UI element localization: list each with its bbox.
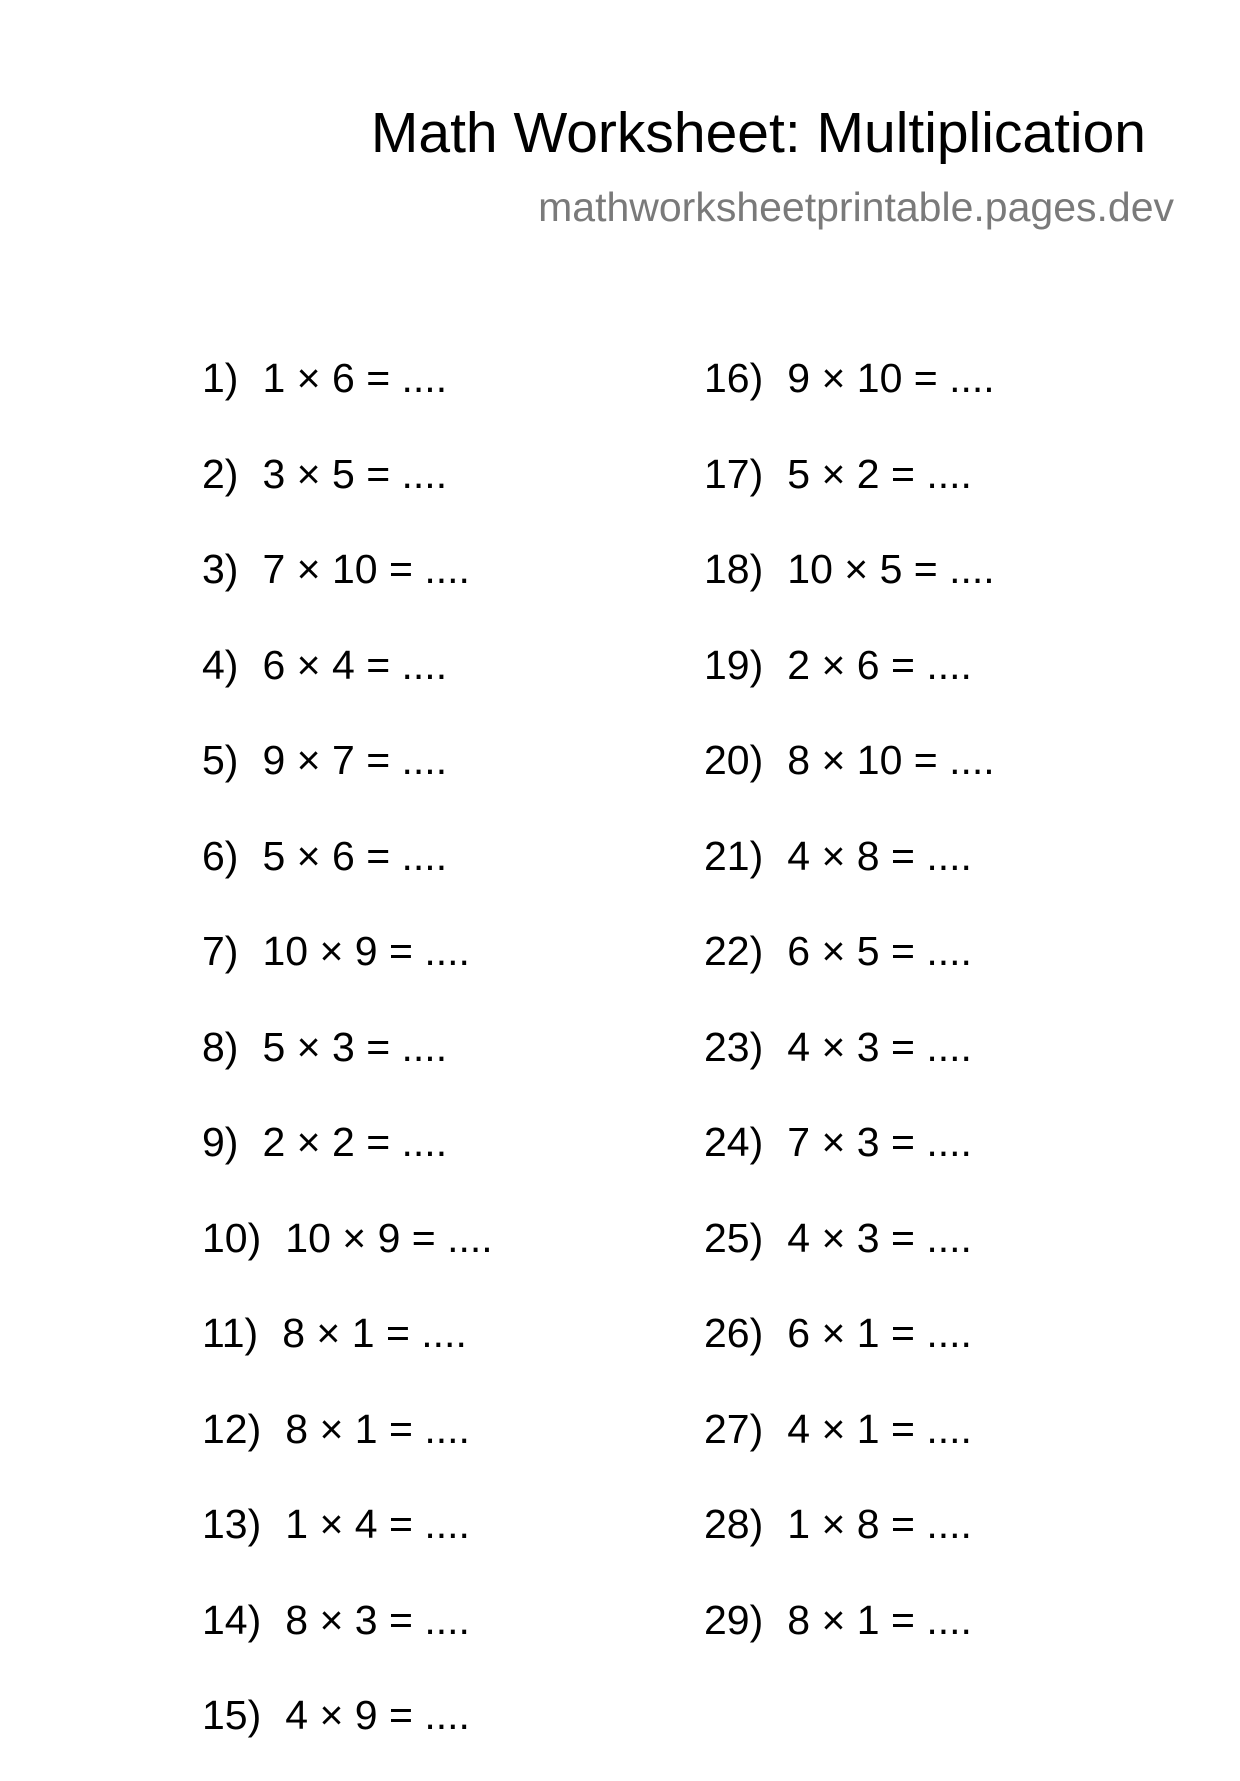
problem-expression: 10 × 9 = .... [285, 1214, 493, 1261]
problem-expression: 1 × 4 = .... [285, 1501, 470, 1547]
problem-item [202, 444, 493, 540]
problem-expression: 3 × 5 = .... [262, 450, 448, 497]
problem-number: 2) [202, 450, 239, 497]
problem-expression: 8 × 10 = .... [787, 737, 995, 783]
problem-number: 7) [202, 928, 239, 974]
problem-item [704, 1303, 995, 1399]
problem-expression: 4 × 1 = .... [787, 1405, 972, 1452]
problem-number: 22) [704, 928, 764, 974]
problem-item [202, 1112, 493, 1208]
problem-item [202, 1399, 493, 1495]
problem-number: 4) [202, 641, 239, 688]
problem-column-right [704, 348, 995, 1685]
problem-expression: 2 × 6 = .... [787, 641, 972, 688]
problem-number: 27) [704, 1405, 764, 1452]
problem-item [202, 826, 493, 922]
problem-item [704, 730, 995, 826]
problem-expression: 6 × 4 = .... [262, 641, 448, 688]
page-subtitle: mathworksheetprintable.pages.dev [538, 184, 1174, 230]
problem-expression: 5 × 3 = .... [262, 1023, 448, 1070]
problem-number: 23) [704, 1023, 764, 1070]
problem-number: 11) [202, 1310, 259, 1356]
problem-item [704, 826, 995, 922]
problem-item [202, 635, 493, 731]
problem-expression: 6 × 1 = .... [787, 1310, 972, 1356]
problem-number: 5) [202, 737, 239, 783]
problem-item [704, 1112, 995, 1208]
problem-item [202, 730, 493, 826]
problem-number: 20) [704, 737, 764, 783]
problem-number: 29) [704, 1596, 764, 1643]
problem-item [202, 1494, 493, 1590]
problem-item [202, 348, 493, 444]
problem-item [704, 1017, 995, 1113]
problem-expression: 9 × 7 = .... [262, 737, 448, 783]
problem-expression: 4 × 3 = .... [787, 1214, 972, 1261]
problem-number: 10) [202, 1214, 262, 1261]
problem-number: 6) [202, 832, 239, 879]
problem-expression: 1 × 6 = .... [262, 355, 448, 401]
problem-item [704, 1590, 995, 1686]
problem-expression: 10 × 9 = .... [262, 928, 470, 974]
problem-expression: 10 × 5 = .... [787, 546, 995, 592]
problem-column-left [202, 348, 493, 1781]
problem-number: 21) [704, 832, 764, 879]
problem-item [704, 444, 995, 540]
problem-number: 12) [202, 1405, 262, 1452]
problem-item [202, 1590, 493, 1686]
problem-expression: 8 × 1 = .... [282, 1310, 467, 1356]
problem-expression: 4 × 9 = .... [285, 1692, 470, 1738]
problem-number: 24) [704, 1119, 764, 1165]
problem-number: 13) [202, 1501, 262, 1547]
problem-item [202, 1685, 493, 1781]
problem-item [704, 635, 995, 731]
problem-item [202, 921, 493, 1017]
problem-expression: 1 × 8 = .... [787, 1501, 972, 1547]
problem-expression: 9 × 10 = .... [787, 355, 995, 401]
problem-item [704, 348, 995, 444]
problem-number: 18) [704, 546, 764, 592]
problem-number: 26) [704, 1310, 764, 1356]
problem-number: 15) [202, 1692, 262, 1738]
problem-expression: 8 × 1 = .... [285, 1405, 470, 1452]
problem-item [704, 539, 995, 635]
problem-expression: 7 × 3 = .... [787, 1119, 972, 1165]
problem-item [704, 1494, 995, 1590]
problem-expression: 5 × 2 = .... [787, 450, 972, 497]
problem-expression: 7 × 10 = .... [262, 546, 470, 592]
problem-expression: 2 × 2 = .... [262, 1119, 448, 1165]
problem-number: 9) [202, 1119, 239, 1165]
problem-item [202, 1017, 493, 1113]
problem-number: 17) [704, 450, 764, 497]
problem-expression: 5 × 6 = .... [262, 832, 448, 879]
problem-item [704, 1399, 995, 1495]
page-title: Math Worksheet: Multiplication [370, 101, 1146, 165]
problem-number: 1) [202, 355, 239, 401]
problem-number: 25) [704, 1214, 764, 1261]
problem-expression: 8 × 3 = .... [285, 1596, 470, 1643]
problem-expression: 4 × 8 = .... [787, 832, 972, 879]
problem-item [202, 539, 493, 635]
problem-item [704, 921, 995, 1017]
problem-expression: 8 × 1 = .... [787, 1596, 972, 1643]
problem-number: 14) [202, 1596, 262, 1643]
problem-item [202, 1208, 493, 1304]
problem-number: 19) [704, 641, 764, 688]
problem-item [704, 1208, 995, 1304]
problem-number: 8) [202, 1023, 239, 1070]
problem-expression: 4 × 3 = .... [787, 1023, 972, 1070]
problem-expression: 6 × 5 = .... [787, 928, 972, 974]
problem-number: 16) [704, 355, 764, 401]
problem-number: 28) [704, 1501, 764, 1547]
problem-item [202, 1303, 493, 1399]
problem-number: 3) [202, 546, 239, 592]
